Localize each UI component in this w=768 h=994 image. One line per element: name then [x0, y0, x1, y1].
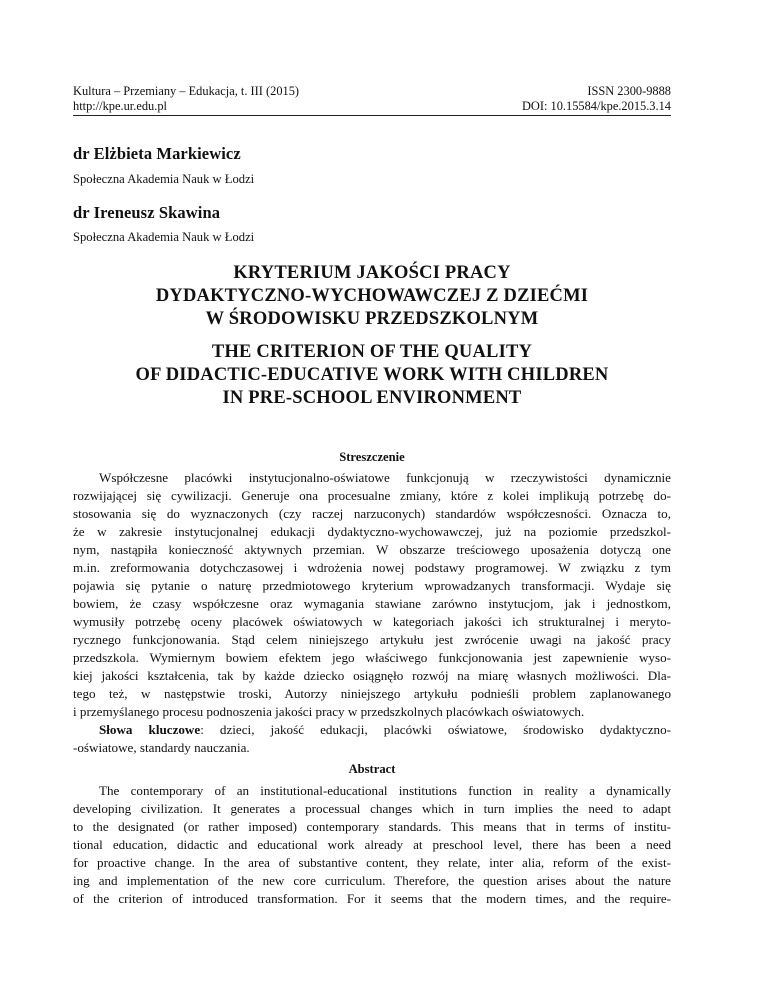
title-line: THE CRITERION OF THE QUALITY [211, 342, 533, 362]
keywords-text: : dzieci, jakość edukacji, placówki oświatowe, środowisko dydaktyczno- [200, 722, 671, 737]
text-line: m.in. zreformowania dotychczasowej i wdrożenia nowej podstawy programowej. W związku z tym [73, 560, 671, 575]
author-affiliation: Społeczna Akademia Nauk w Łodzi [73, 230, 255, 244]
author-name: dr Ireneusz Skawina [73, 203, 221, 222]
doi[interactable]: DOI: 10.15584/kpe.2015.3.14 [521, 99, 671, 113]
streszczenie-body [73, 469, 671, 757]
text-line: tional education, didactic and educational work already at preschool level, there has been a need [73, 837, 671, 852]
header-divider [73, 115, 671, 116]
text-line: kiej jakości kształcenia, tak by każde dziecko osiągnęło rozwój na miarę własnych możliwości. Dla- [73, 668, 671, 683]
text-line: Współczesne placówki instytucjonalno-oświatowe funkcjonują w rzeczywistości dynamicznie [99, 470, 671, 485]
text-line: for proactive change. In the area of substantive content, they relate, inter alia, reform of the exist- [73, 855, 671, 870]
text-line: of the criterion of introduced transformation. For it seems that the modern times, and the require- [73, 891, 671, 906]
author-name: dr Elżbieta Markiewicz [73, 144, 241, 163]
text-line: ing and implementation of the new core curriculum. Therefore, the question arises about the nature [73, 873, 671, 888]
text-line: developing civilization. It generates a processual changes which in turn implies the need to adapt [73, 801, 671, 816]
text-line: to the designated (or rather imposed) contemporary standards. This means that in terms of institu- [73, 819, 671, 834]
page-header [73, 84, 671, 114]
text-line: wymusiły potrzebę oceny placówek oświatowych w kategoriach jakości ich strukturalnej i meryto- [73, 614, 671, 629]
text-line: i przemyślanego procesu podnoszenia jakości pracy w przedszkolnych placówkach oświatowych. [73, 704, 585, 719]
text-line: stosowania się do wyznaczonych (czy raczej narzuconych) standardów współczesności. Oznacza to, [73, 506, 671, 521]
title-line: IN PRE-SCHOOL ENVIRONMENT [222, 388, 522, 408]
streszczenie-heading: Streszczenie [339, 450, 405, 464]
title-polish [73, 262, 671, 331]
text-line: przedszkola. Wymiernym bowiem efektem jego właściwego funkcjonowania jest zapewnienie wyso- [73, 650, 671, 665]
text-line: tego też, w następstwie troski, Autorzy niniejszego artykułu podnieśli problem zaplanowanego [73, 686, 671, 701]
abstract-body [73, 782, 671, 908]
journal-name: Kultura – Przemiany – Edukacja, t. III (2015) [73, 84, 300, 98]
title-line: OF DIDACTIC-EDUCATIVE WORK WITH CHILDREN [135, 365, 609, 385]
keywords-line: -oświatowe, standardy nauczania. [73, 740, 250, 755]
text-line: rycznego funkcjonowania. Stąd celem niniejszego artykułu jest zwrócenie uwagi na jakość pracy [73, 632, 671, 647]
author-affiliation: Społeczna Akademia Nauk w Łodzi [73, 172, 255, 186]
text-line: bowiem, że czasy współczesne oraz wymagania stawiane zarówno instytucjom, jak i jednostkom, [73, 596, 671, 611]
title-line: W ŚRODOWISKU PRZEDSZKOLNYM [205, 309, 539, 329]
title-english [73, 341, 671, 410]
issn: ISSN 2300-9888 [587, 84, 671, 98]
title-line: KRYTERIUM JAKOŚCI PRACY [233, 263, 511, 283]
title-line: DYDAKTYCZNO-WYCHOWAWCZEJ Z DZIEĆMI [155, 286, 589, 306]
abstract-heading: Abstract [348, 762, 396, 776]
keywords-line [73, 721, 671, 739]
text-line: The contemporary of an institutional-educational institutions function in reality a dynamically [99, 783, 671, 798]
journal-url[interactable]: http://kpe.ur.edu.pl [73, 99, 167, 113]
text-line: nym, nastąpiła konieczność aktywnych przemian. W obszarze treściowego uposażenia dotyczą one [73, 542, 671, 557]
text-line: pojawia się pytanie o naturę przedmiotowego kryterium wprowadzanych transformacji. Wydaje się [73, 578, 671, 593]
text-line: rozwijającej się cywilizacji. Generuje ona procesualne zmiany, które z kolei implikują potrzebę do- [73, 488, 671, 503]
text-line: że w zakresie instytucjonalnej edukacji dydaktyczno-wychowawczej, już na poziomie przedszkol- [73, 524, 671, 539]
keywords-label: Słowa kluczowe [99, 722, 201, 737]
